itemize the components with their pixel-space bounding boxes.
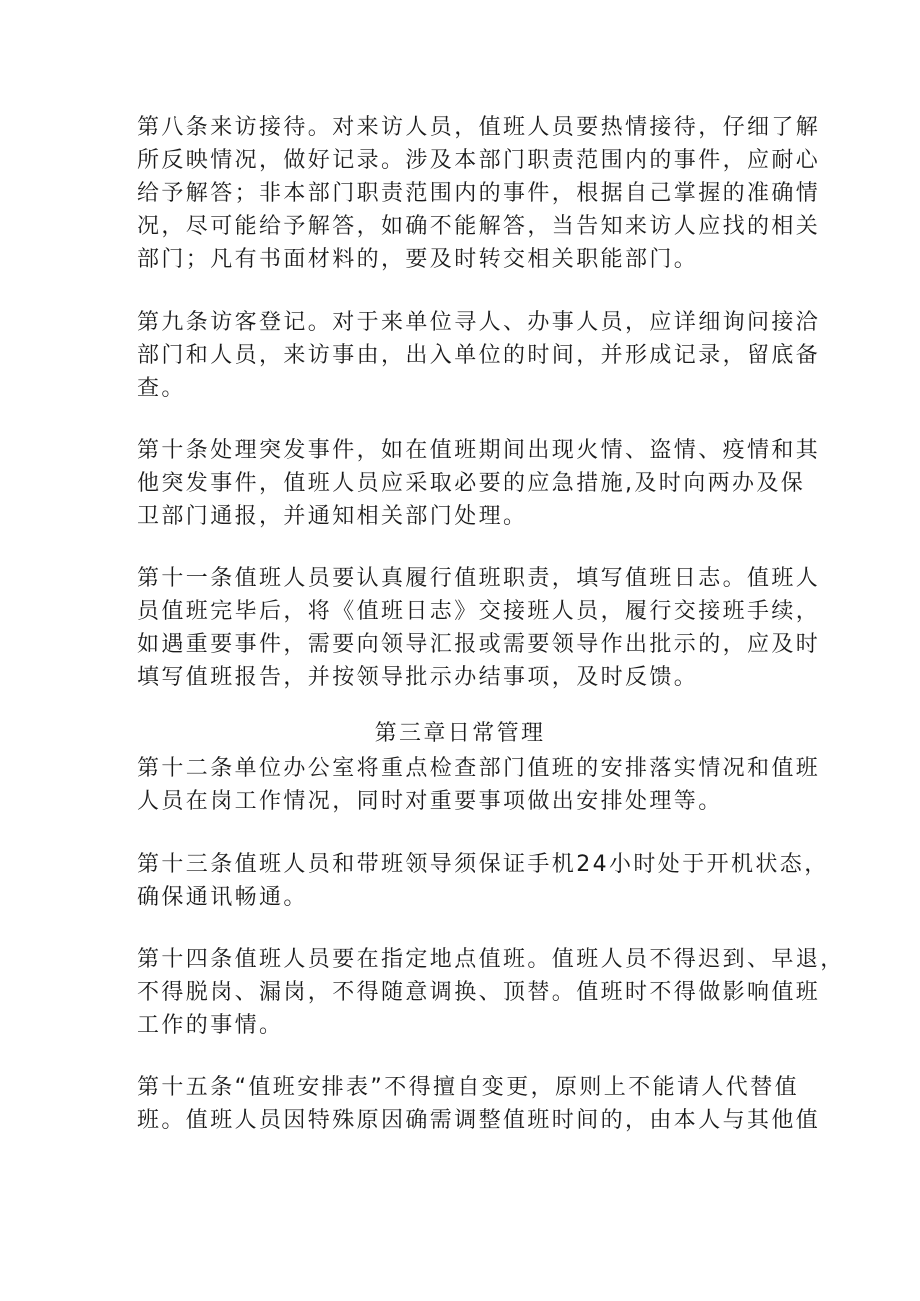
paragraph-line: 第十二条单位办公室将重点检查部门值班的安排落实情况和值班 [137, 756, 821, 781]
paragraph-line: 员值班完毕后，将《值班日志》交接班人员，履行交接班手续， [137, 599, 821, 624]
paragraph-line: 部门；凡有书面材料的，要及时转交相关职能部门。 [137, 247, 699, 272]
paragraph-line: 他突发事件，值班人员应采取必要的应急措施,及时向两办及保 [137, 471, 806, 496]
paragraph-line: 卫部门通报，并通知相关部门处理。 [137, 504, 528, 529]
paragraph-line: 第十条处理突发事件，如在值班期间出现火情、盗情、疫情和其 [137, 438, 821, 463]
chapter-heading: 第三章日常管理 [374, 721, 546, 746]
paragraph-line: 如遇重要事件，需要向领导汇报或需要领导作出批示的，应及时 [137, 632, 821, 657]
paragraph-line: 第十一条值班人员要认真履行值班职责，填写值班日志。值班人 [137, 566, 821, 591]
paragraph-line: 查。 [137, 376, 186, 401]
paragraph-line: 第十三条值班人员和带班领导须保证手机24小时处于开机状态， [137, 852, 829, 877]
paragraph-line: 确保通讯畅通。 [137, 885, 308, 910]
paragraph-line: 第八条来访接待。对来访人员，值班人员要热情接待，仔细了解 [137, 115, 821, 140]
paragraph-line: 工作的事情。 [137, 1013, 284, 1038]
paragraph-line: 第十四条值班人员要在指定地点值班。值班人员不得迟到、早退， [137, 947, 845, 972]
paragraph-line: 不得脱岗、漏岗，不得随意调换、顶替。值班时不得做影响值班 [137, 980, 821, 1005]
paragraph-line: 班。值班人员因特殊原因确需调整值班时间的，由本人与其他值 [137, 1108, 821, 1133]
paragraph-line: 填写值班报告，并按领导批示办结事项，及时反馈。 [137, 665, 699, 690]
paragraph-line: 人员在岗工作情况，同时对重要事项做出安排处理等。 [137, 789, 723, 814]
paragraph-line: 第十五条“值班安排表”不得擅自变更，原则上不能请人代替值 [137, 1075, 799, 1100]
paragraph-line: 给予解答；非本部门职责范围内的事件，根据自己掌握的准确情 [137, 181, 821, 206]
paragraph-line: 所反映情况，做好记录。涉及本部门职责范围内的事件，应耐心 [137, 148, 821, 173]
paragraph-line: 部门和人员，来访事由，出入单位的时间，并形成记录，留底备 [137, 343, 821, 368]
paragraph-line: 况，尽可能给予解答，如确不能解答，当告知来访人应找的相关 [137, 214, 821, 239]
paragraph-line: 第九条访客登记。对于来单位寻人、办事人员，应详细询问接洽 [137, 310, 821, 335]
